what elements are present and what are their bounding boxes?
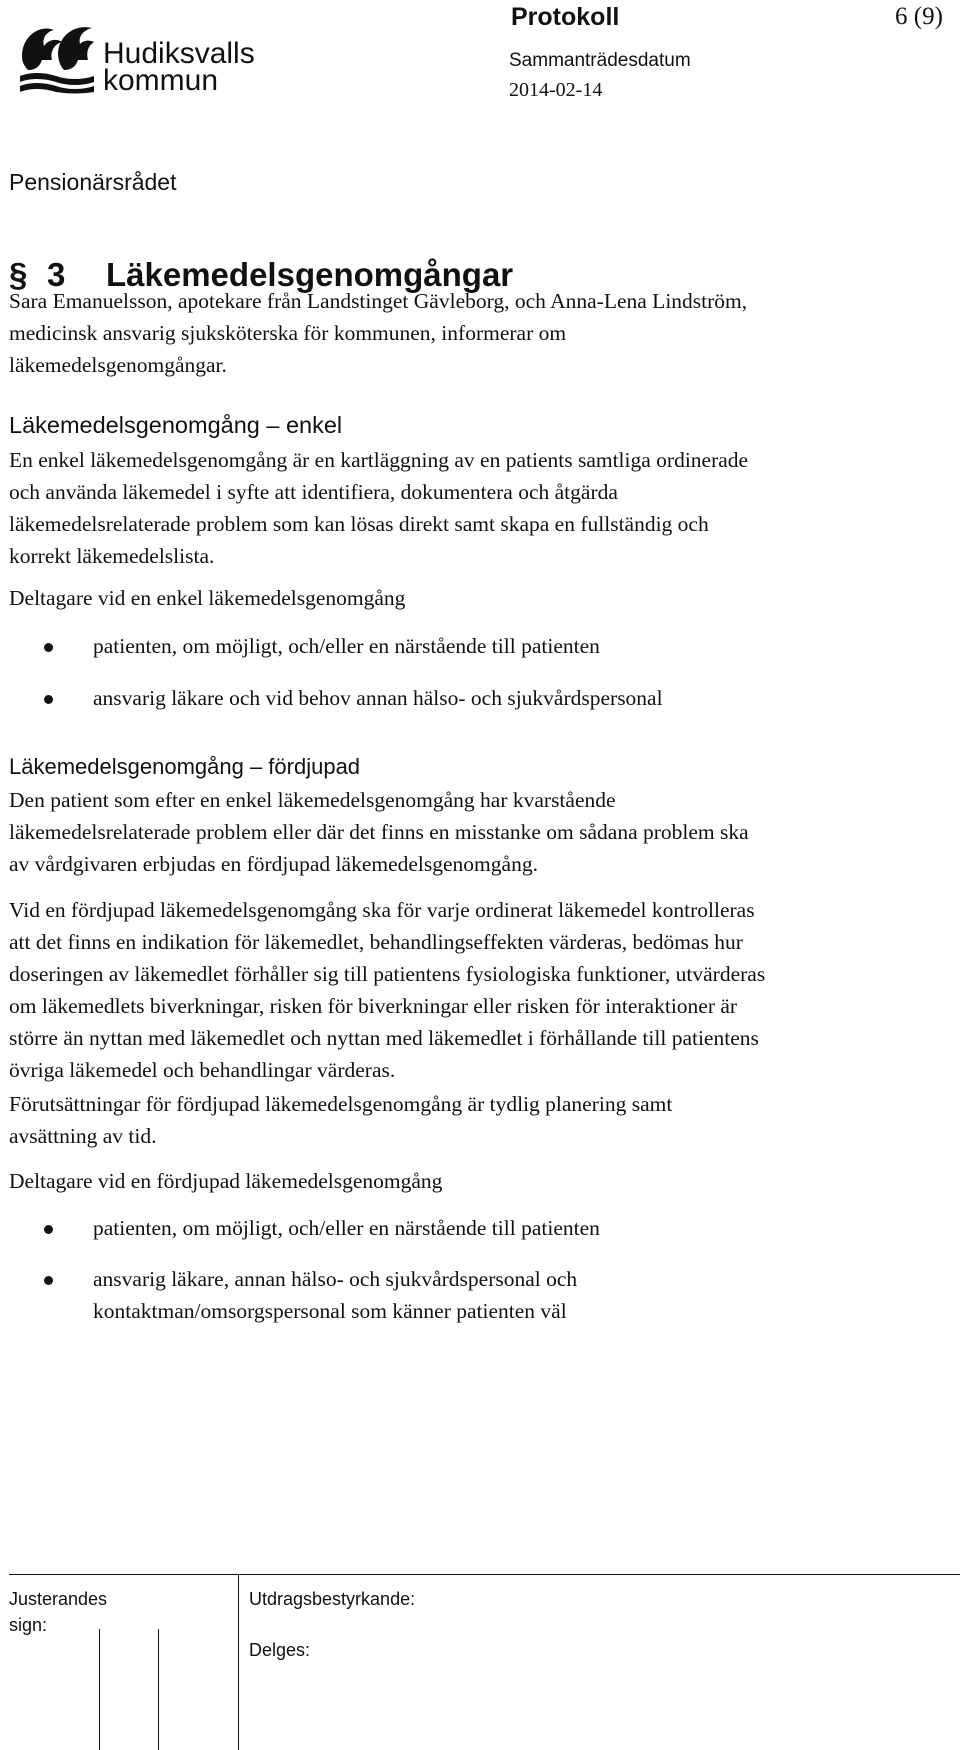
paragraph-line: att det finns en indikation för läkemedlet, behandlingseffekten värderas, bedömas hur xyxy=(9,930,743,954)
paragraph-line: korrekt läkemedelslista. xyxy=(9,544,215,568)
deep-review-paragraph-1 xyxy=(9,784,949,880)
intro-paragraph xyxy=(9,285,949,381)
intro-line: läkemedelsgenomgångar. xyxy=(9,353,227,377)
committee-name: Pensionärsrådet xyxy=(9,169,177,195)
organization-name xyxy=(103,37,255,97)
organization-name-line2: kommun xyxy=(103,64,219,97)
bullet-icon xyxy=(44,643,53,652)
paragraph-line: doseringen av läkemedlet förhåller sig till patientens fysiologiska funktioner, utvärderas xyxy=(9,962,766,986)
meeting-date-value: 2014-02-14 xyxy=(509,79,603,101)
list-item-text xyxy=(93,1263,933,1327)
intro-line: Sara Emanuelsson, apotekare från Landstinget Gävleborg, och Anna-Lena Lindström, xyxy=(9,289,748,313)
paragraph-line: av vårdgivaren erbjudas en fördjupad läkemedelsgenomgång. xyxy=(9,852,538,876)
list-item xyxy=(44,1263,944,1329)
deep-participants-heading: Deltagare vid en fördjupad läkemedelsgenomgång xyxy=(9,1169,443,1193)
footer-divider xyxy=(9,1574,960,1575)
document-type: Protokoll xyxy=(511,3,620,31)
paragraph-line: Den patient som efter en enkel läkemedelsgenomgång har kvarstående xyxy=(9,788,616,812)
bullet-icon xyxy=(44,1276,53,1285)
paragraph-line: avsättning av tid. xyxy=(9,1124,157,1148)
deep-review-paragraph-2 xyxy=(9,894,949,1086)
list-item-text: patienten, om möjligt, och/eller en närstående till patienten xyxy=(93,634,600,658)
municipality-logo-icon xyxy=(18,22,96,94)
signature-label xyxy=(9,1586,169,1638)
list-item-text: ansvarig läkare och vid behov annan hälso- och sjukvårdspersonal xyxy=(93,686,663,710)
signature-box-divider xyxy=(99,1629,100,1750)
footer-column-divider xyxy=(238,1575,239,1750)
list-item xyxy=(44,682,944,716)
paragraph-line: och använda läkemedel i syfte att identifiera, dokumentera och åtgärda xyxy=(9,480,618,504)
paragraph-mark: § xyxy=(9,256,28,293)
deep-review-heading: Läkemedelsgenomgång – fördjupad xyxy=(9,754,361,779)
page-number: 6 (9) xyxy=(895,3,943,30)
list-item-text: patienten, om möjligt, och/eller en närstående till patienten xyxy=(93,1216,600,1240)
section-title: Läkemedelsgenomgångar xyxy=(106,256,514,293)
organization-name-line1: Hudiksvalls xyxy=(103,37,255,70)
paragraph-line: läkemedelsrelaterade problem som kan lösas direkt samt skapa en fullständig och xyxy=(9,512,709,536)
section-number: 3 xyxy=(47,256,66,293)
paragraph-line: övriga läkemedel och behandlingar värderas. xyxy=(9,1058,396,1082)
simple-participants-heading: Deltagare vid en enkel läkemedelsgenomgång xyxy=(9,586,406,610)
simple-review-paragraph xyxy=(9,444,949,572)
signature-label-line: Justerandes xyxy=(9,1589,108,1609)
list-item xyxy=(44,1212,944,1246)
paragraph-line: läkemedelsrelaterade problem eller där det finns en misstanke om sådana problem ska xyxy=(9,820,749,844)
list-item-line: kontaktman/omsorgspersonal som känner patienten väl xyxy=(93,1299,567,1323)
simple-review-heading: Läkemedelsgenomgång – enkel xyxy=(9,412,343,438)
paragraph-line: Vid en fördjupad läkemedelsgenomgång ska för varje ordinerat läkemedel kontrolleras xyxy=(9,898,755,922)
paragraph-line: Förutsättningar för fördjupad läkemedelsgenomgång är tydlig planering samt xyxy=(9,1092,673,1116)
dispatched-label: Delges: xyxy=(249,1640,311,1660)
paragraph-line: om läkemedlets biverkningar, risken för biverkningar eller risken för interaktioner är xyxy=(9,994,738,1018)
excerpt-certification-label: Utdragsbestyrkande: xyxy=(249,1589,416,1609)
bullet-icon xyxy=(44,1225,53,1234)
bullet-icon xyxy=(44,695,53,704)
meeting-date-label: Sammanträdesdatum xyxy=(509,50,691,71)
paragraph-line: En enkel läkemedelsgenomgång är en kartläggning av en patients samtliga ordinerade xyxy=(9,448,749,472)
signature-label-line: sign: xyxy=(9,1615,48,1635)
list-item xyxy=(44,630,944,664)
list-item-line: ansvarig läkare, annan hälso- och sjukvårdspersonal och xyxy=(93,1267,578,1291)
deep-review-paragraph-3 xyxy=(9,1088,949,1152)
paragraph-line: större än nyttan med läkemedlet och nyttan med läkemedlet i förhållande till patientens xyxy=(9,1026,759,1050)
signature-box-divider xyxy=(158,1629,159,1750)
intro-line: medicinsk ansvarig sjuksköterska för kommunen, informerar om xyxy=(9,321,567,345)
